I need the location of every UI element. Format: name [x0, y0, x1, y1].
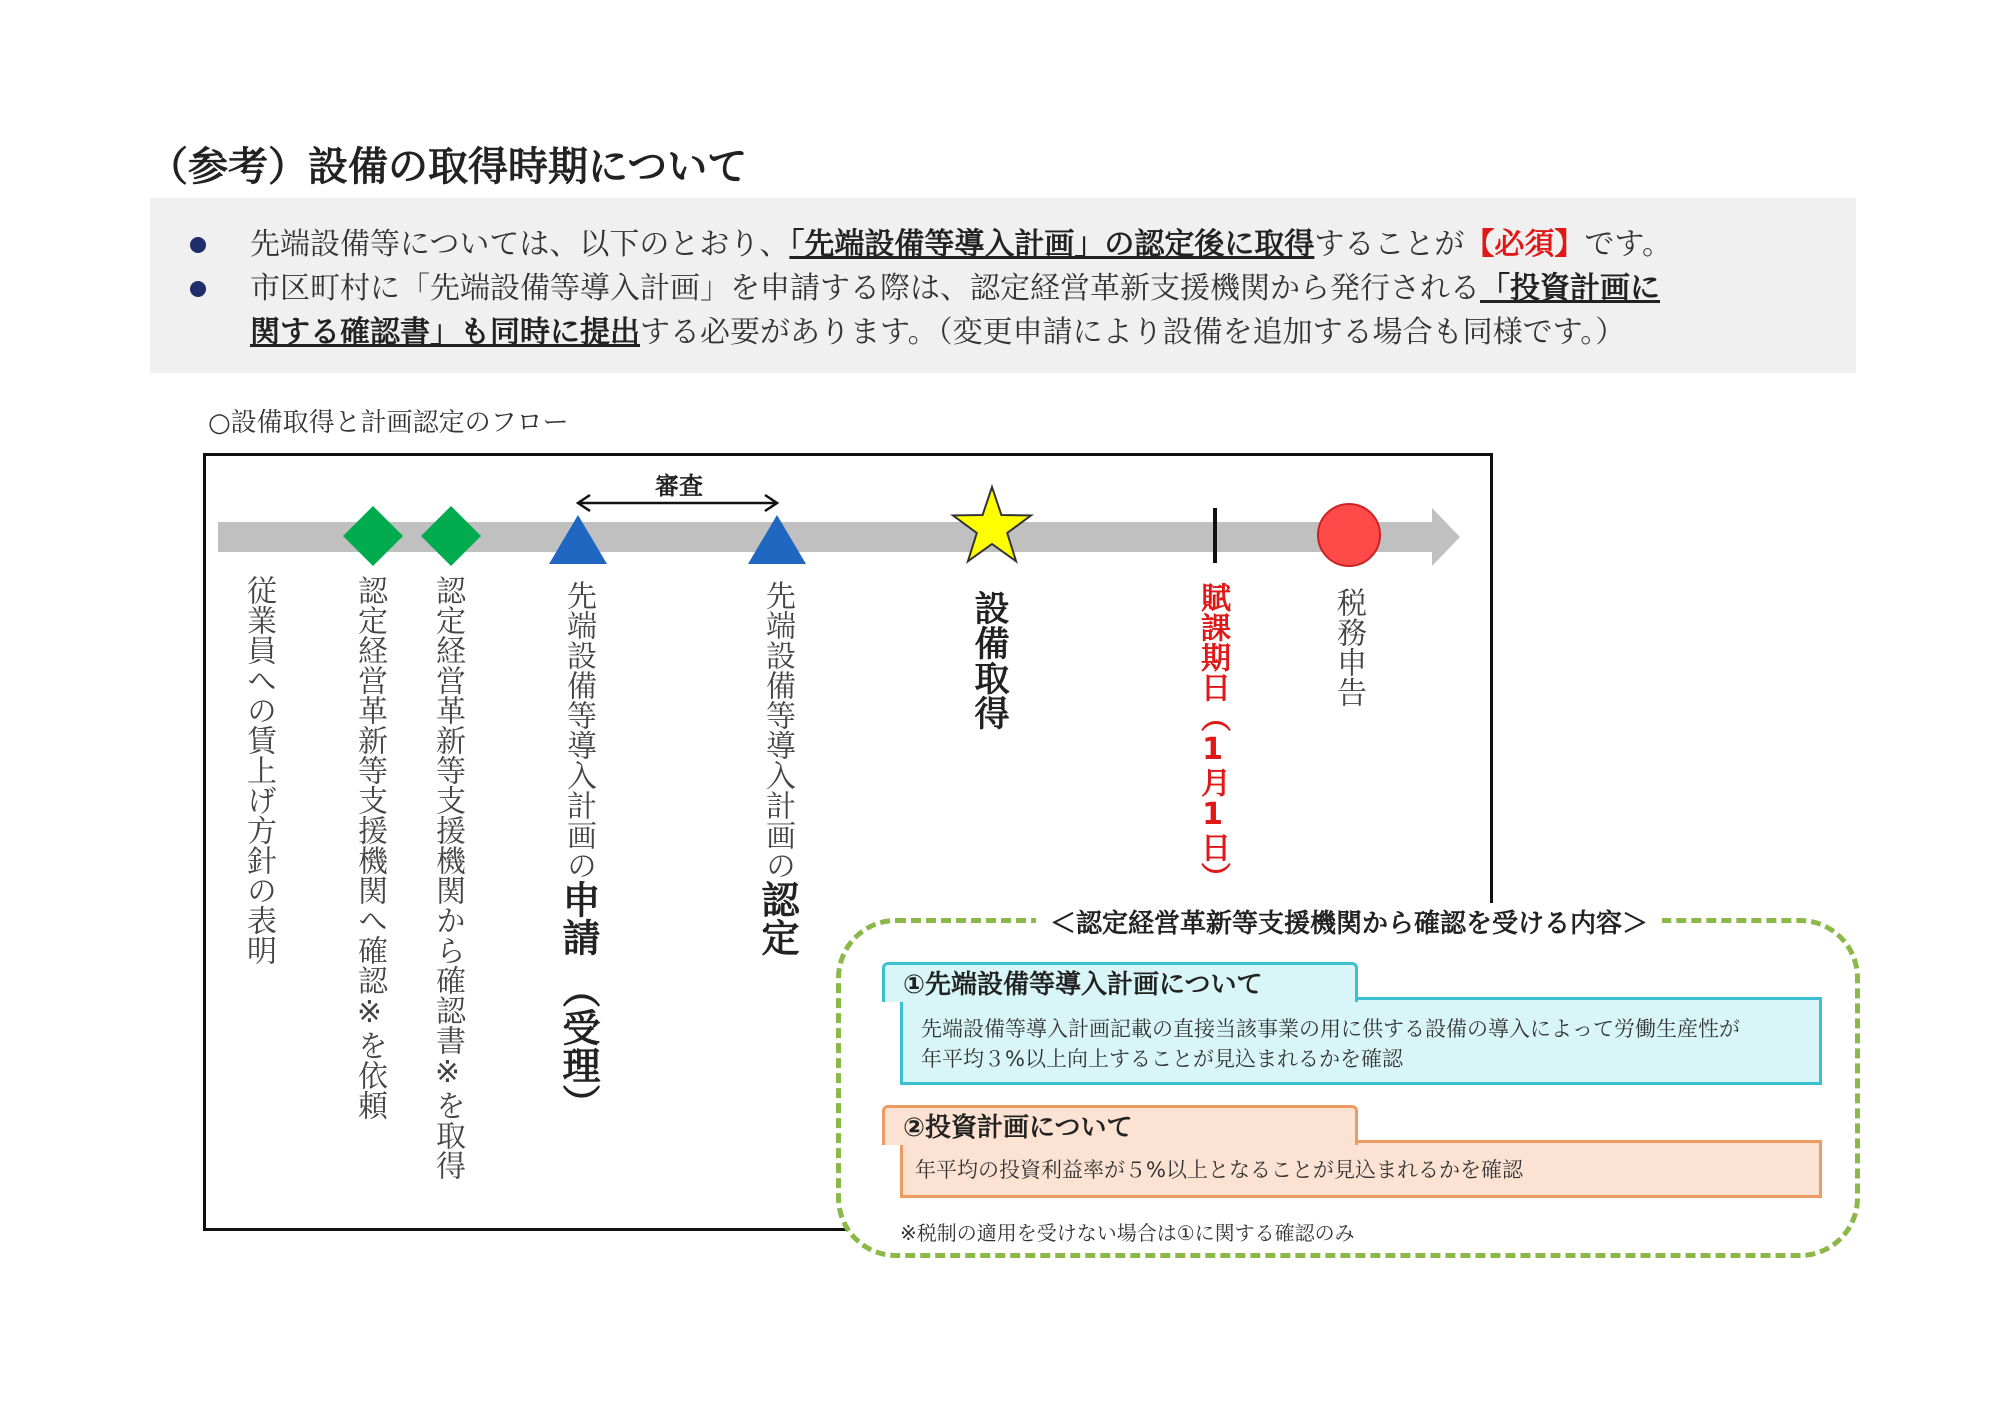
diamond-icon [343, 506, 403, 566]
step-obtain-certificate: 認定経営革新等支援機関から確認書※を取得 [430, 575, 465, 1180]
diamond-icon [421, 506, 481, 566]
step-plan-application: 先端設備等導入計画の申請（受理） [556, 580, 600, 1122]
item1-line2: 年平均３%以上向上することが見込まれるかを確認 [921, 1047, 1403, 1071]
bullet-1-text: 先端設備等については、以下のとおり、「先端設備等導入計画」の認定後に取得することが【必須】です。 [250, 227, 1673, 262]
confirmation-title: ＜認定経営革新等支援機関から確認を受ける内容＞ [1036, 903, 1662, 940]
bullet-2-text: 市区町村に「先端設備等導入計画」を申請する際は、認定経営革新支援機関から発行される「投資計画に [250, 271, 1660, 306]
item1-line1: 先端設備等導入計画記載の直接当該事業の用に供する設備の導入によって労働生産性が [921, 1017, 1740, 1041]
item1-title: ①先端設備等導入計画について [882, 962, 1358, 1002]
item2-text: 年平均の投資利益率が５%以上となることが見込まれるかを確認 [915, 1158, 1523, 1182]
step-equipment-acquisition: 設備取得 [969, 590, 1009, 730]
item2-title: ②投資計画について [882, 1105, 1358, 1145]
page-title: （参考）設備の取得時期について [148, 144, 748, 190]
timeline-arrowhead-icon [1432, 508, 1460, 566]
item1-body [900, 997, 1822, 1085]
step-tax-return: 税務申告 [1331, 587, 1366, 707]
footnote: ※税制の適用を受けない場合は①に関する確認のみ [900, 1221, 1355, 1245]
step-assessment-date: 賦課期日（1月1日） [1195, 582, 1230, 892]
review-label: 審査 [655, 472, 703, 500]
step-wage-policy: 従業員への賃上げ方針の表明 [241, 575, 276, 965]
step-plan-approval: 先端設備等導入計画の認定 [755, 580, 799, 956]
circle-icon [1318, 504, 1380, 566]
bullet-2-text-continued: 関する確認書」も同時に提出する必要があります。（変更申請により設備を追加する場合も同様です。） [250, 315, 1626, 350]
item2-body [900, 1140, 1822, 1198]
step-request-confirmation: 認定経営革新等支援機関へ確認※を依頼 [352, 575, 387, 1120]
flow-label: ○設備取得と計画認定のフロー [208, 408, 569, 438]
